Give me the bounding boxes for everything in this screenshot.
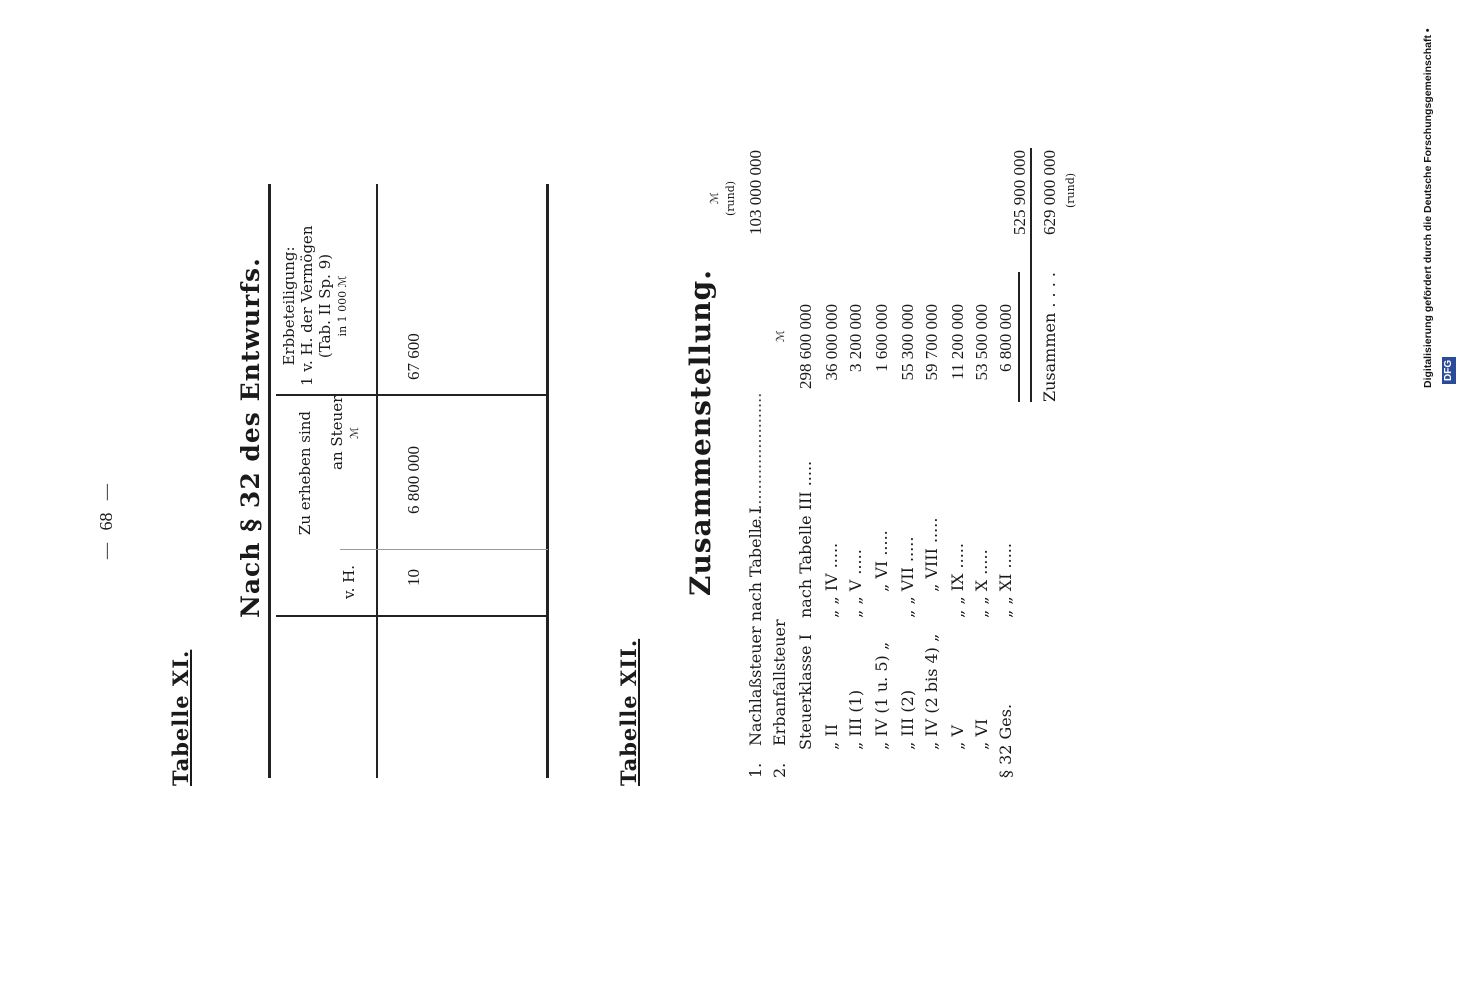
row-8-ref: „ „ X ..... [972,549,991,618]
credit-strip [1418,8,1454,388]
row-4-ref: „ VI ..... [872,530,891,592]
row-1-class: Steuerklasse I [796,634,815,750]
table-xi-col2-header: Zu erheben sind [296,410,314,536]
item-2-label: Erbanfallsteuer [770,619,789,746]
item-2-number: 2. [770,762,789,778]
row-9-ref: „ „ XI ..... [996,543,1015,618]
row-5-class: „ III (2) [898,689,917,750]
row-9-value: 6 800 000 [996,304,1015,372]
row-1-ref: nach Tabelle III ..... [796,460,815,618]
col1-header-line-4: in 1 000 ℳ [336,275,349,337]
row-6-ref: „ VIII ..... [922,517,941,592]
credit-label: Digitalisierung gefördert durch die Deutsche Forschungsgemeinschaft • [1422,28,1434,388]
row-9-class: § 32 Ges. [996,703,1015,778]
row-4-value: 1 600 000 [872,304,891,372]
sub-currency: ℳ [774,330,787,342]
row-8-value: 53 500 000 [972,304,991,381]
dfg-logo: DFG [1442,357,1456,384]
table-xii-label: Tabelle XII. [616,638,641,786]
row-7-ref: „ „ IX ..... [948,543,967,618]
table-xi-header-rule [376,184,378,778]
table-xi-col2a-header: v. H. [340,564,358,600]
currency-top: ℳ [708,192,721,204]
item-1-number: 1. [746,762,765,778]
table-xi-label: Tabelle XI. [168,649,193,786]
table-xi-top-rule [268,184,271,778]
subtotal-value: 525 900 000 [1010,150,1029,235]
col2b-header-line-1: an Steuer [328,395,346,470]
row-6-class: „ IV (2 bis 4) „ [922,633,941,750]
row-5-ref: „ „ VII ..... [898,536,917,618]
total-value: 629 000 000 [1040,150,1059,235]
row-3-class: „ III (1) [846,689,865,750]
col1-header-line-1: Erbbeteiligung: [280,246,298,366]
row-2-ref: „ „ IV ..... [822,542,841,618]
table-xii-title: Zusammenstellung. [684,269,717,596]
rund-bottom: (rund) [1064,172,1077,208]
col1-header-line-3: (Tab. II Sp. 9) [316,253,334,359]
row-5-value: 55 300 000 [898,304,917,381]
table-xi-col2b-header [328,396,364,470]
row-2-value: 36 000 000 [822,304,841,381]
page-number: — 68 — [96,483,117,560]
row-3-value: 3 200 000 [846,304,865,372]
table-xi-bottom-rule [546,184,549,778]
table-xi-col-divider-2 [276,394,548,396]
table-xi-cell-col2b: 6 800 000 [404,446,423,514]
row-8-class: „ VI [972,718,991,750]
credit-text [1418,8,1454,388]
table-xi-cell-col1: 67 600 [404,333,423,380]
table-xi-col-divider-3 [340,549,548,550]
total-rule [1030,148,1032,402]
table-xi-title: Nach § 32 des Entwurfs. [236,257,265,618]
row-7-class: „ V [948,725,967,750]
row-2-class: „ II [822,723,841,750]
row-1-value: 298 600 000 [796,304,815,389]
table-xi-cell-col2a: 10 [404,569,423,586]
page-number-value: 68 [96,512,116,531]
col1-header-line-2: 1 v. H. der Vermögen [298,225,316,386]
table-xi-col1-header [280,226,352,386]
total-label: Zusammen . . . . [1040,272,1059,402]
row-4-class: „ IV (1 u. 5) „ [872,641,891,750]
item-1-value: 103 000 000 [746,150,765,235]
row-7-value: 11 200 000 [948,304,967,380]
col2b-header-line-2: ℳ [348,427,361,439]
table-xi-col-divider-1 [276,615,548,617]
row-3-ref: „ „ V ..... [846,549,865,618]
item-1-dots: ........................... [746,392,765,530]
rund-top: (rund) [724,180,737,216]
row-6-value: 59 700 000 [922,304,941,381]
item-1-label: Nachlaßsteuer nach Tabelle I [746,507,765,746]
